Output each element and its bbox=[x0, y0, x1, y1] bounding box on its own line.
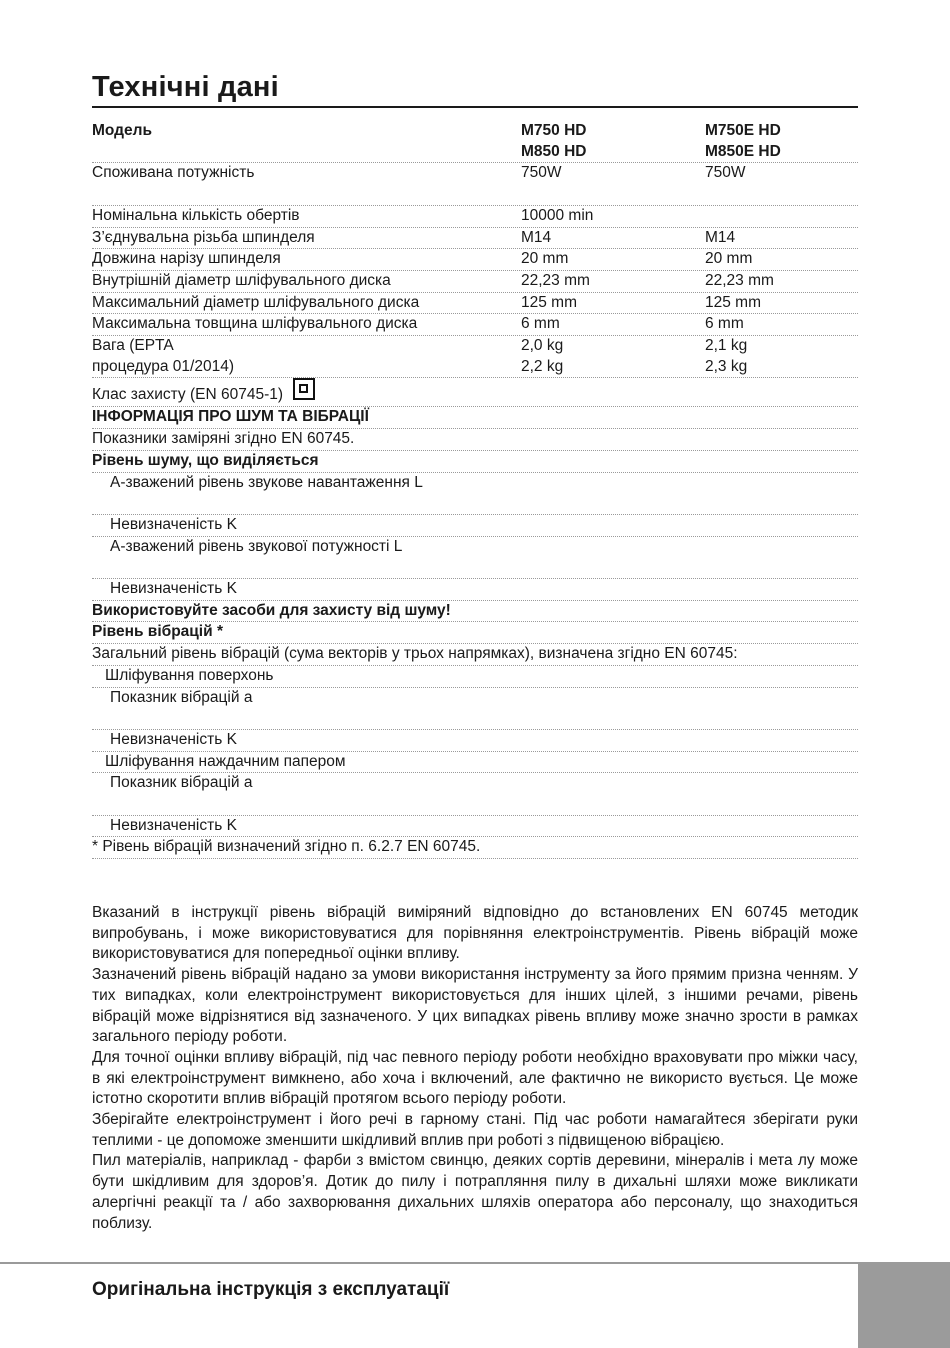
sound-power-label: А-зважений рівень звукової потужності L bbox=[110, 537, 403, 555]
weight-values-col2 bbox=[705, 336, 858, 377]
weight-label-line: Вага (EPTA bbox=[92, 337, 174, 355]
table-row bbox=[92, 622, 858, 644]
weight-label bbox=[92, 336, 521, 377]
table-row bbox=[92, 537, 858, 579]
weight-value: 2,2 kg bbox=[521, 357, 564, 375]
table-header-row bbox=[92, 121, 858, 163]
measured-note: Показники заміряні згідно EN 60745. bbox=[92, 430, 355, 448]
table-row bbox=[92, 730, 858, 752]
table-row bbox=[92, 773, 858, 815]
footer-text: Оригінальна інструкція з експлуатації bbox=[92, 1279, 450, 1300]
spec-table bbox=[92, 121, 858, 859]
table-row bbox=[92, 579, 858, 601]
protection-class-row bbox=[92, 378, 858, 407]
table-row bbox=[92, 837, 858, 859]
table-row bbox=[92, 473, 858, 515]
row-value: 20 mm bbox=[521, 250, 569, 268]
footnote: * Рівень вібрацій визначений згідно п. 6.2.7 EN 60745. bbox=[92, 838, 481, 856]
table-row bbox=[92, 752, 858, 774]
weight-value: 2,0 kg bbox=[521, 337, 564, 355]
table-row bbox=[92, 271, 858, 293]
model-name: M750 HD bbox=[521, 122, 587, 139]
row-value: 22,23 mm bbox=[521, 271, 590, 289]
model-name: M850 HD bbox=[521, 142, 587, 160]
row-value: 750W bbox=[705, 164, 746, 182]
table-row bbox=[92, 206, 858, 228]
header-label: Модель bbox=[92, 122, 153, 139]
vibration-total-label: Загальний рівень вібрацій (сума векторів у трьох напрямках), визначена згідно EN 60745: bbox=[92, 645, 738, 663]
table-row bbox=[92, 314, 858, 336]
row-label: З’єднувальна різьба шпинделя bbox=[92, 228, 315, 246]
weight-value: 2,1 kg bbox=[705, 337, 748, 355]
noise-header: ІНФОРМАЦІЯ ПРО ШУМ ТА ВІБРАЦІЇ bbox=[92, 408, 369, 426]
paragraph: Пил матеріалів, наприклад - фарби з вмістом свинцю, деяких сортів деревини, мінералів і мета лу може бути шкідливим для здоров’я. Дотик до пилу і потрапляння пилу в дихальні шляхи може викликати алергічні реакції та / або захворювання дихальних шляхів оператора або персоналу, що знаходиться поблизу. bbox=[92, 1152, 858, 1232]
paragraph: Вказаний в інструкції рівень вібрацій виміряний відповідно до встановлених EN 60745 методик випробувань, і може використовуватися для порівняння електроінструментів. Рівень вібрацій може використовуватися для попередньої оцінки впливу. bbox=[92, 904, 858, 963]
footer-divider bbox=[0, 1262, 858, 1264]
noise-level-header: Рівень шуму, що виділяється bbox=[92, 451, 319, 469]
sanding-label: Шліфування наждачним папером bbox=[105, 752, 346, 770]
row-label: Максимальний діаметр шліфувального диска bbox=[92, 293, 420, 311]
weight-value: 2,3 kg bbox=[705, 357, 748, 375]
protection-class-label: Клас захисту (EN 60745-1) bbox=[92, 386, 284, 404]
row-value: M14 bbox=[705, 228, 736, 246]
model-col1 bbox=[521, 121, 705, 162]
row-label: Внутрішній діаметр шліфувального диска bbox=[92, 271, 391, 289]
row-value: 125 mm bbox=[521, 293, 577, 311]
row-label: Максимальна товщина шліфувального диска bbox=[92, 315, 418, 333]
row-value: 6 mm bbox=[705, 315, 744, 333]
row-label: Номінальна кількість обертів bbox=[92, 206, 300, 224]
uncertainty-label: Невизначеність K bbox=[110, 580, 237, 598]
weight-row bbox=[92, 336, 858, 378]
sound-pressure-label: А-зважений рівень звукове навантаження L bbox=[110, 473, 423, 491]
table-row bbox=[92, 228, 858, 250]
table-row bbox=[92, 816, 858, 838]
footer-tab bbox=[858, 1262, 950, 1348]
uncertainty-label: Невизначеність K bbox=[110, 816, 237, 834]
table-row bbox=[92, 451, 858, 473]
row-value: 10000 min bbox=[521, 206, 594, 224]
model-col2 bbox=[705, 121, 858, 162]
row-label: Довжина нарізу шпинделя bbox=[92, 250, 281, 268]
hearing-protection-note: Використовуйте засоби для захисту від шуму! bbox=[92, 601, 451, 619]
paragraph: Зберігайте електроінструмент і його речі в гарному стані. Під час роботи намагайтеся зберігати руки теплими - це допоможе зменшити шкідливий вплив при роботі з підвищеною вібрацією. bbox=[92, 1111, 858, 1149]
model-name: M850E HD bbox=[705, 142, 781, 160]
double-insulation-icon bbox=[293, 378, 315, 400]
row-value: 125 mm bbox=[705, 293, 761, 311]
paragraph: Зазначений рівень вібрацій надано за умови використання інструменту за його прямим призна ченням. У тих випадках, коли електроінструмент використовується для інших цілей, з іншими речами, рівень вібрацій може відрізнятися від зазначеного. У цих випадках рівень впливу може значно зрости в рамках загального періоду роботи. bbox=[92, 966, 858, 1046]
table-row bbox=[92, 688, 858, 730]
row-label: Споживана потужність bbox=[92, 164, 255, 182]
uncertainty-label: Невизначеність K bbox=[110, 730, 237, 748]
table-row bbox=[92, 293, 858, 315]
weight-label-line: процедура 01/2014) bbox=[92, 357, 234, 375]
page-title: Технічні дані bbox=[92, 70, 858, 108]
model-name: M750E HD bbox=[705, 122, 781, 139]
table-row bbox=[92, 666, 858, 688]
weight-values-col1 bbox=[521, 336, 705, 377]
vibration-header: Рівень вібрацій * bbox=[92, 623, 223, 641]
row-value: 6 mm bbox=[521, 315, 560, 333]
surface-grinding-label: Шліфування поверхонь bbox=[105, 666, 274, 684]
row-value: 22,23 mm bbox=[705, 271, 774, 289]
table-row bbox=[92, 601, 858, 623]
protection-class-cell bbox=[92, 384, 858, 406]
vibration-value-label: Показник вібрацій a bbox=[110, 688, 253, 706]
row-value: 20 mm bbox=[705, 250, 753, 268]
uncertainty-label: Невизначеність K bbox=[110, 515, 237, 533]
row-value bbox=[705, 206, 858, 227]
table-row bbox=[92, 163, 858, 205]
table-row bbox=[92, 249, 858, 271]
paragraph: Для точної оцінки впливу вібрацій, під час певного періоду роботи необхідно враховувати про міжки часу, в які електроінструмент вимкнено, або хоча і включений, але фактично не використо вується. Це може істотно скоротити вплив вібрацій протягом всього періоду роботи. bbox=[92, 1048, 858, 1108]
table-row bbox=[92, 407, 858, 429]
row-value: M14 bbox=[521, 228, 552, 246]
table-row bbox=[92, 515, 858, 537]
row-value: 750W bbox=[521, 164, 562, 182]
body-text bbox=[92, 903, 858, 1234]
vibration-value-label: Показник вібрацій a bbox=[110, 774, 253, 792]
table-row bbox=[92, 429, 858, 451]
table-row bbox=[92, 644, 858, 666]
